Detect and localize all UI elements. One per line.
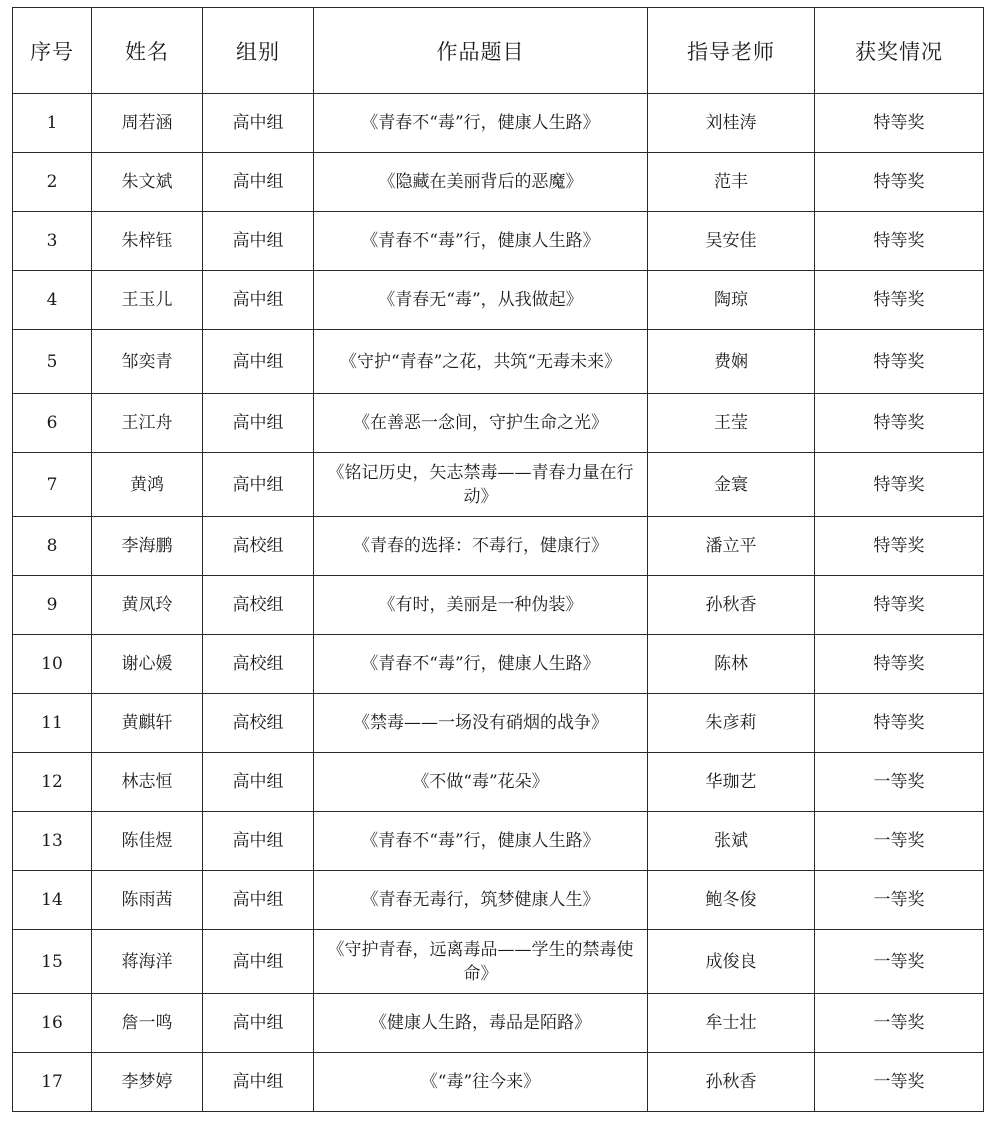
cell-award: 一等奖 [815,994,984,1053]
cell-group: 高中组 [203,1053,314,1112]
cell-group: 高中组 [203,753,314,812]
header-teacher: 指导老师 [648,8,815,94]
cell-title: 《有时，美丽是一种伪装》 [314,576,648,635]
cell-award: 特等奖 [815,212,984,271]
cell-no: 15 [13,930,92,994]
cell-group: 高校组 [203,517,314,576]
cell-award: 特等奖 [815,271,984,330]
cell-teacher: 金寰 [648,453,815,517]
cell-teacher: 陈林 [648,635,815,694]
cell-name: 黄麒轩 [92,694,203,753]
cell-group: 高校组 [203,635,314,694]
cell-name: 蒋海洋 [92,930,203,994]
cell-title: 《青春不“毒”行，健康人生路》 [314,812,648,871]
cell-award: 特等奖 [815,153,984,212]
cell-title: 《青春不“毒”行，健康人生路》 [314,94,648,153]
header-row [13,8,984,94]
cell-title: 《铭记历史，矢志禁毒——青春力量在行动》 [314,453,648,517]
table-row [13,871,984,930]
cell-group: 高中组 [203,394,314,453]
table-row [13,1053,984,1112]
cell-teacher: 华珈艺 [648,753,815,812]
table-row [13,394,984,453]
cell-award: 一等奖 [815,753,984,812]
table-row [13,930,984,994]
cell-group: 高中组 [203,94,314,153]
cell-teacher: 成俊良 [648,930,815,994]
cell-name: 陈雨茜 [92,871,203,930]
header-no: 序号 [13,8,92,94]
cell-title: 《隐藏在美丽背后的恶魔》 [314,153,648,212]
cell-no: 3 [13,212,92,271]
cell-name: 朱文斌 [92,153,203,212]
cell-title: 《禁毒——一场没有硝烟的战争》 [314,694,648,753]
cell-award: 一等奖 [815,930,984,994]
cell-name: 朱梓钰 [92,212,203,271]
cell-no: 11 [13,694,92,753]
cell-group: 高校组 [203,576,314,635]
cell-no: 5 [13,330,92,394]
cell-teacher: 王莹 [648,394,815,453]
table-row [13,330,984,394]
cell-group: 高校组 [203,694,314,753]
cell-no: 7 [13,453,92,517]
cell-no: 12 [13,753,92,812]
cell-award: 特等奖 [815,576,984,635]
cell-teacher: 刘桂涛 [648,94,815,153]
cell-no: 4 [13,271,92,330]
cell-group: 高中组 [203,453,314,517]
cell-name: 黄凤玲 [92,576,203,635]
cell-group: 高中组 [203,871,314,930]
table-row [13,94,984,153]
cell-no: 10 [13,635,92,694]
cell-title: 《“毒”往今来》 [314,1053,648,1112]
cell-teacher: 牟士壮 [648,994,815,1053]
cell-no: 2 [13,153,92,212]
cell-award: 特等奖 [815,694,984,753]
table-row [13,153,984,212]
cell-title: 《青春不“毒”行，健康人生路》 [314,212,648,271]
cell-no: 9 [13,576,92,635]
cell-award: 一等奖 [815,871,984,930]
cell-title: 《青春的选择：不毒行，健康行》 [314,517,648,576]
cell-name: 王江舟 [92,394,203,453]
header-award: 获奖情况 [815,8,984,94]
cell-group: 高中组 [203,812,314,871]
cell-title: 《守护“青春”之花，共筑“无毒未来》 [314,330,648,394]
cell-group: 高中组 [203,271,314,330]
table-row [13,694,984,753]
cell-no: 16 [13,994,92,1053]
cell-name: 詹一鸣 [92,994,203,1053]
table-header [13,8,984,94]
table-row [13,453,984,517]
cell-award: 特等奖 [815,635,984,694]
cell-title: 《青春不“毒”行，健康人生路》 [314,635,648,694]
table-row [13,635,984,694]
cell-teacher: 费娴 [648,330,815,394]
cell-title: 《守护青春，远离毒品——学生的禁毒使命》 [314,930,648,994]
cell-title: 《不做“毒”花朵》 [314,753,648,812]
cell-no: 1 [13,94,92,153]
cell-teacher: 范丰 [648,153,815,212]
header-title: 作品题目 [314,8,648,94]
cell-award: 特等奖 [815,394,984,453]
cell-title: 《青春无“毒”，从我做起》 [314,271,648,330]
cell-title: 《在善恶一念间，守护生命之光》 [314,394,648,453]
cell-teacher: 朱彦莉 [648,694,815,753]
cell-name: 李海鹏 [92,517,203,576]
table-row [13,517,984,576]
table-row [13,212,984,271]
cell-group: 高中组 [203,930,314,994]
table-row [13,812,984,871]
cell-name: 黄鸿 [92,453,203,517]
cell-group: 高中组 [203,153,314,212]
cell-teacher: 潘立平 [648,517,815,576]
table-row [13,753,984,812]
cell-name: 陈佳煜 [92,812,203,871]
cell-name: 谢心媛 [92,635,203,694]
cell-name: 林志恒 [92,753,203,812]
table-row [13,271,984,330]
cell-award: 特等奖 [815,330,984,394]
cell-name: 李梦婷 [92,1053,203,1112]
cell-group: 高中组 [203,994,314,1053]
header-name: 姓名 [92,8,203,94]
cell-award: 一等奖 [815,812,984,871]
header-group: 组别 [203,8,314,94]
cell-teacher: 孙秋香 [648,576,815,635]
cell-teacher: 陶琼 [648,271,815,330]
cell-no: 13 [13,812,92,871]
table-row [13,576,984,635]
cell-award: 特等奖 [815,453,984,517]
cell-no: 8 [13,517,92,576]
cell-title: 《青春无毒行，筑梦健康人生》 [314,871,648,930]
cell-name: 周若涵 [92,94,203,153]
cell-name: 王玉儿 [92,271,203,330]
cell-title: 《健康人生路，毒品是陌路》 [314,994,648,1053]
table-body [13,94,984,1112]
cell-teacher: 孙秋香 [648,1053,815,1112]
cell-no: 14 [13,871,92,930]
awards-table [12,7,984,1112]
cell-award: 特等奖 [815,517,984,576]
cell-group: 高中组 [203,212,314,271]
cell-no: 6 [13,394,92,453]
cell-award: 一等奖 [815,1053,984,1112]
cell-teacher: 鲍冬俊 [648,871,815,930]
cell-name: 邹奕青 [92,330,203,394]
cell-teacher: 张斌 [648,812,815,871]
cell-no: 17 [13,1053,92,1112]
cell-award: 特等奖 [815,94,984,153]
cell-group: 高中组 [203,330,314,394]
table-row [13,994,984,1053]
cell-teacher: 吴安佳 [648,212,815,271]
